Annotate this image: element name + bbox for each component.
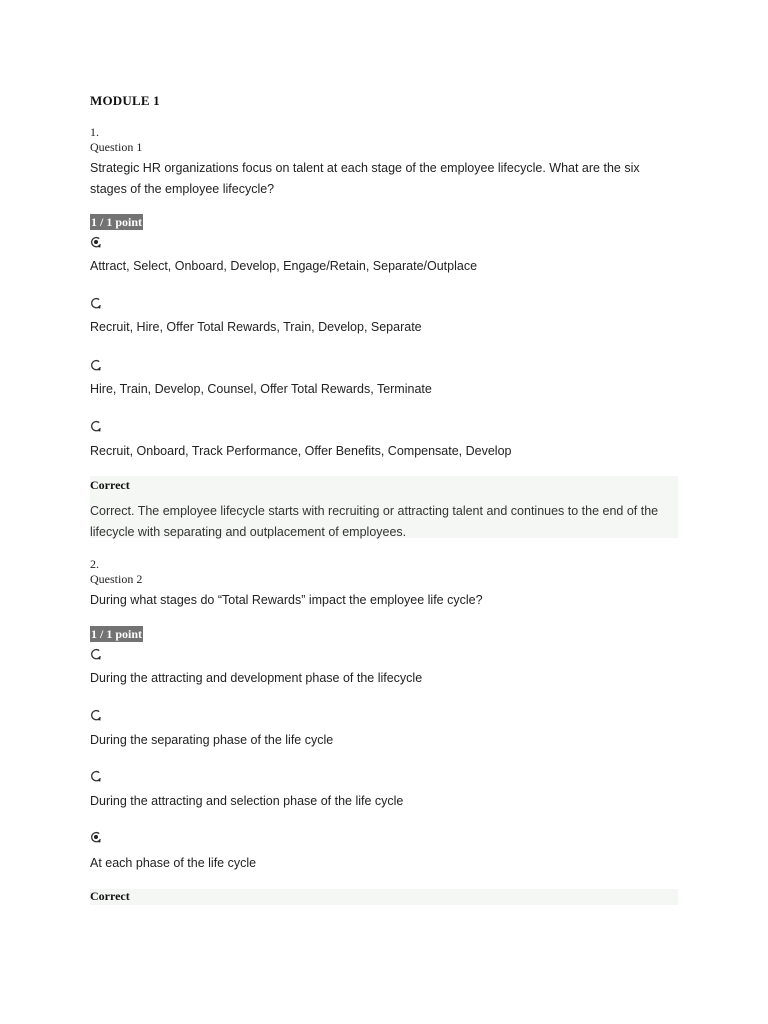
question-1-option-1-radio[interactable] bbox=[90, 236, 102, 248]
question-1-number: 1. bbox=[90, 125, 99, 139]
radio-icon bbox=[90, 359, 102, 371]
question-1-text: Strategic HR organizations focus on talent at each stage of the employee lifecycle. What are the six stages of the employee lifecycle? bbox=[90, 161, 640, 196]
question-1-option-4-radio[interactable] bbox=[90, 420, 102, 432]
question-1-option-3-label: Hire, Train, Develop, Counsel, Offer Total Rewards, Terminate bbox=[90, 382, 432, 396]
question-1-feedback-text: Correct. The employee lifecycle starts with recruiting or attracting talent and continues to the end of the lifecycle with separating and outplacement of employees. bbox=[90, 504, 659, 539]
question-2-number: 2. bbox=[90, 557, 99, 571]
question-1-option-4-label: Recruit, Onboard, Track Performance, Offer Benefits, Compensate, Develop bbox=[90, 444, 512, 458]
question-2-option-4-radio[interactable] bbox=[90, 831, 102, 843]
question-2-option-2-radio[interactable] bbox=[90, 709, 102, 721]
question-2-option-3-radio[interactable] bbox=[90, 770, 102, 782]
question-1-option-1-label: Attract, Select, Onboard, Develop, Engage/Retain, Separate/Outplace bbox=[90, 259, 478, 273]
radio-icon bbox=[90, 236, 102, 248]
question-1-option-3-radio[interactable] bbox=[90, 359, 102, 371]
question-1-option-2-label: Recruit, Hire, Offer Total Rewards, Train, Develop, Separate bbox=[90, 320, 422, 334]
question-2-option-1-label: During the attracting and development phase of the lifecycle bbox=[90, 671, 423, 685]
module-title: MODULE 1 bbox=[90, 93, 160, 108]
question-2-option-3-label: During the attracting and selection phase of the life cycle bbox=[90, 794, 404, 808]
question-1-feedback-title: Correct bbox=[90, 478, 130, 492]
question-2-points: 1 / 1 point bbox=[91, 627, 143, 641]
question-1-option-2-radio[interactable] bbox=[90, 297, 102, 309]
question-1-feedback bbox=[90, 476, 678, 538]
radio-icon bbox=[90, 420, 102, 432]
radio-icon bbox=[90, 648, 102, 660]
radio-icon bbox=[90, 770, 102, 782]
radio-icon bbox=[90, 831, 102, 843]
radio-icon bbox=[90, 297, 102, 309]
question-2-option-1-radio[interactable] bbox=[90, 648, 102, 660]
radio-icon bbox=[90, 709, 102, 721]
question-2-text: During what stages do “Total Rewards” impact the employee life cycle? bbox=[90, 593, 483, 607]
question-2-option-2-label: During the separating phase of the life cycle bbox=[90, 733, 334, 747]
question-2-label: Question 2 bbox=[90, 572, 143, 586]
question-1-points: 1 / 1 point bbox=[91, 215, 143, 229]
question-2-option-4-label: At each phase of the life cycle bbox=[90, 856, 257, 870]
question-2-feedback-title: Correct bbox=[90, 889, 130, 903]
question-1-label: Question 1 bbox=[90, 140, 143, 154]
question-2-feedback bbox=[90, 889, 678, 905]
